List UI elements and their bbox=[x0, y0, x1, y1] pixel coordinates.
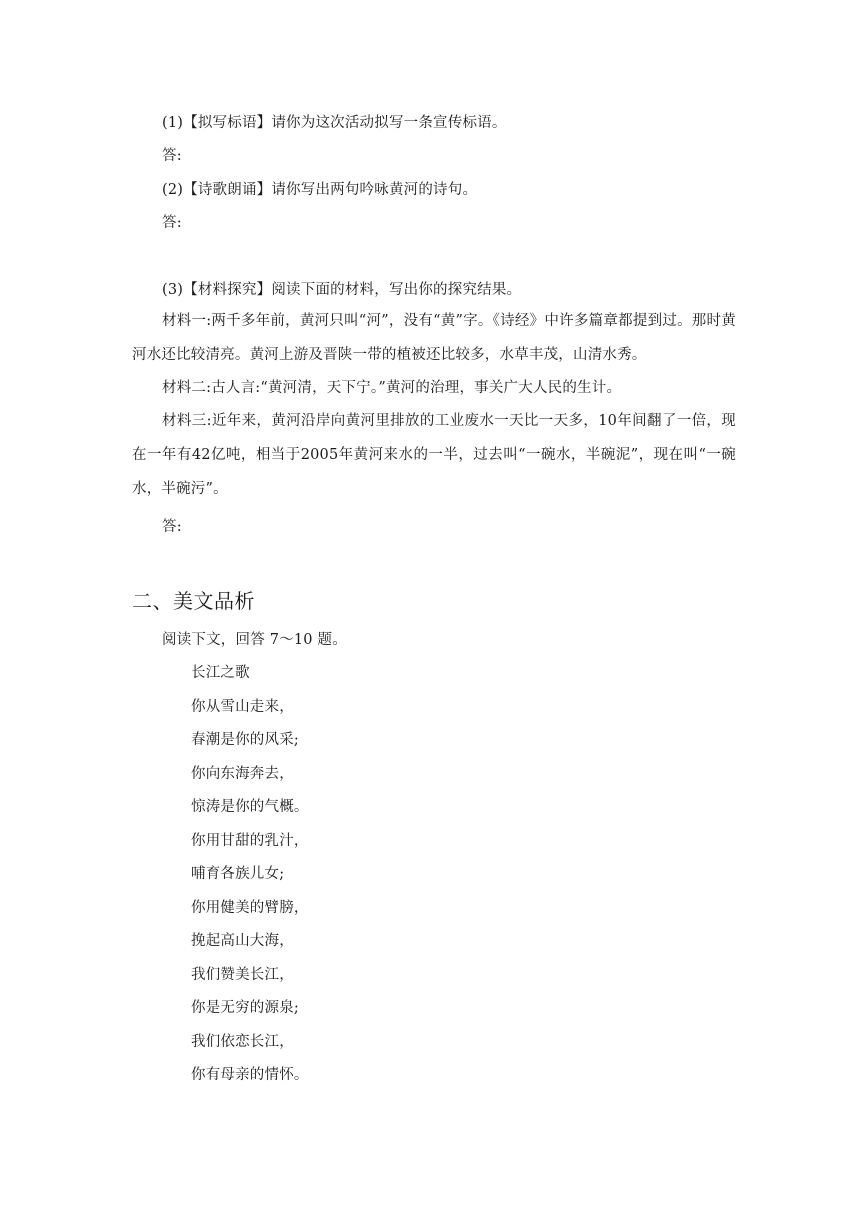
poem-line: 你从雪山走来， bbox=[191, 699, 294, 715]
answer-3-label: 答: bbox=[162, 519, 182, 535]
reading-instruction: 阅读下文，回答 7～10 题。 bbox=[162, 632, 347, 648]
poem-title: 长江之歌 bbox=[191, 665, 250, 681]
poem-line: 你有母亲的情怀。 bbox=[191, 1067, 309, 1083]
question-2: (2)【诗歌朗诵】请你写出两句吟咏黄河的诗句。 bbox=[162, 182, 478, 198]
poem-line: 惊涛是你的气概。 bbox=[191, 799, 309, 815]
poem-line: 你用甘甜的乳汁， bbox=[191, 833, 309, 849]
section-heading: 二、美文品析 bbox=[132, 589, 255, 613]
poem-line: 我们依恋长江， bbox=[191, 1034, 294, 1050]
material-1: 材料一:两千多年前，黄河只叫“河”，没有“黄”字。《诗经》中许多篇章都提到过。那时黄河水还比较清亮。黄河上游及晋陕一带的植被还比较多，水草丰茂，山清水秀。 bbox=[132, 313, 736, 363]
poem-line: 哺育各族儿女; bbox=[191, 866, 285, 882]
material-2: 材料二:古人言:“黄河清，天下宁。”黄河的治理，事关广大人民的生计。 bbox=[162, 380, 622, 396]
poem-line: 春潮是你的风采; bbox=[191, 732, 299, 748]
answer-2-label: 答: bbox=[162, 215, 182, 231]
question-1: (1)【拟写标语】请你为这次活动拟写一条宣传标语。 bbox=[162, 115, 507, 131]
poem-line: 你是无穷的源泉; bbox=[191, 1000, 299, 1016]
poem-line: 我们赞美长江， bbox=[191, 967, 294, 983]
answer-1-label: 答: bbox=[162, 148, 182, 164]
poem-line: 你向东海奔去， bbox=[191, 766, 294, 782]
question-3: (3)【材料探究】阅读下面的材料，写出你的探究结果。 bbox=[162, 282, 522, 298]
poem-line: 挽起高山大海， bbox=[191, 933, 294, 949]
material-3: 材料三:近年来，黄河沿岸向黄河里排放的工业废水一天比一天多，10年间翻了一倍，现在一年有42亿吨，相当于2005年黄河来水的一半，过去叫“一碗水，半碗泥”，现在叫“一碗水，半碗污”。 bbox=[132, 413, 736, 497]
poem-line: 你用健美的臂膀， bbox=[191, 900, 309, 916]
